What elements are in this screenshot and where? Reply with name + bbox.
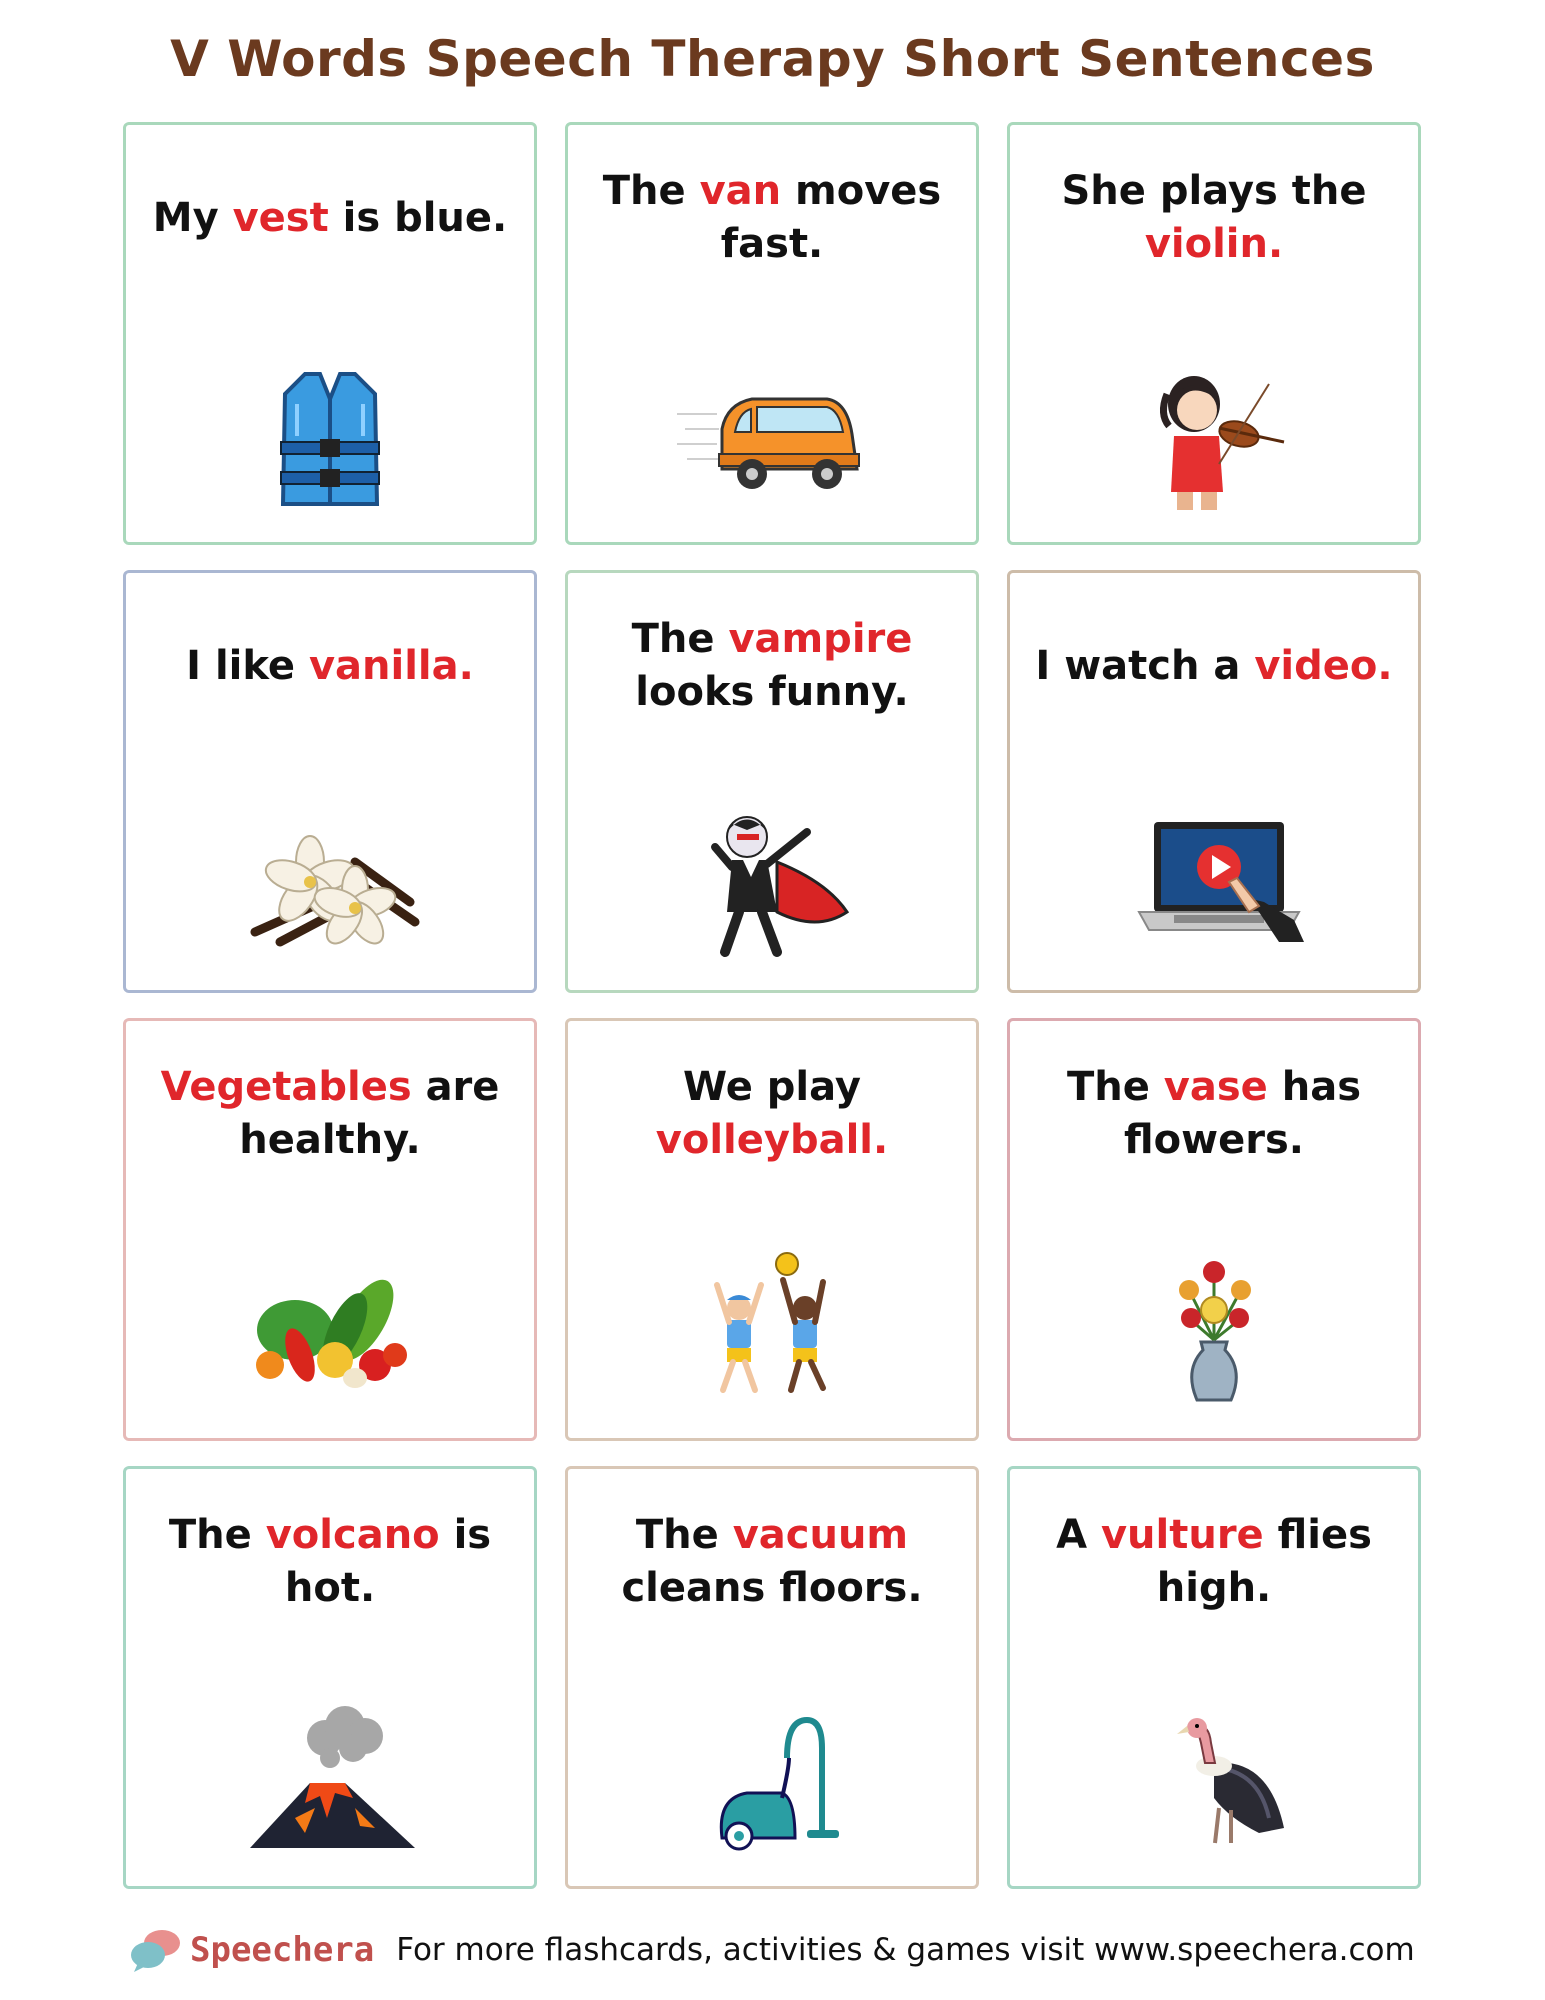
- target-word: vase: [1163, 1064, 1268, 1110]
- card-volleyball: [565, 1018, 979, 1441]
- volcano-icon: [235, 1698, 425, 1858]
- target-word: vulture: [1100, 1512, 1264, 1558]
- sentence: The vacuum cleans floors.: [621, 1512, 923, 1611]
- card-volcano: [123, 1466, 537, 1889]
- violin-player-icon: [1119, 354, 1309, 514]
- card-vanilla: [123, 570, 537, 993]
- target-word: volcano: [265, 1512, 440, 1558]
- volleyball-players-icon: [677, 1250, 867, 1410]
- sentence: I watch a video.: [1035, 642, 1393, 689]
- footer-link-text[interactable]: For more flashcards, activities & games visit www.speechera.com: [396, 1932, 1415, 1968]
- card-vase: [1007, 1018, 1421, 1441]
- card-video: [1007, 570, 1421, 993]
- target-word: van: [699, 168, 782, 214]
- vulture-icon: [1119, 1698, 1309, 1858]
- sentence: The vase has flowers.: [1066, 1064, 1362, 1163]
- sentence: My vest is blue.: [152, 194, 508, 241]
- card-violin: [1007, 122, 1421, 545]
- card-vulture: [1007, 1466, 1421, 1889]
- sentence: The vampire looks funny.: [631, 616, 913, 715]
- speechera-logo[interactable]: [128, 1927, 374, 1973]
- target-word: video.: [1254, 642, 1393, 689]
- target-word: vacuum: [732, 1512, 909, 1558]
- speech-bubbles-icon: [128, 1927, 184, 1973]
- card-vegetables: [123, 1018, 537, 1441]
- sentence: I like vanilla.: [186, 642, 474, 689]
- footer: [128, 1920, 1428, 1980]
- laptop-video-icon: [1119, 802, 1309, 962]
- target-word: Vegetables: [160, 1064, 412, 1110]
- vampire-icon: [677, 802, 867, 962]
- card-vacuum: [565, 1466, 979, 1889]
- card-vest: [123, 122, 537, 545]
- sentence: A vulture flies high.: [1056, 1512, 1372, 1611]
- van-icon: [677, 354, 867, 514]
- target-word: vest: [232, 194, 329, 241]
- flashcard-grid: [123, 122, 1423, 1889]
- target-word: violin.: [1144, 221, 1284, 267]
- target-word: volleyball.: [655, 1117, 889, 1163]
- target-word: vanilla.: [308, 642, 474, 689]
- sentence: We play volleyball.: [655, 1064, 889, 1163]
- sentence: The volcano is hot.: [168, 1512, 492, 1611]
- target-word: vampire: [728, 616, 913, 662]
- sentence: The van moves fast.: [602, 168, 942, 267]
- flower-vase-icon: [1119, 1250, 1309, 1410]
- vegetables-icon: [235, 1250, 425, 1410]
- vacuum-icon: [677, 1698, 867, 1858]
- brand-name: Speechera: [190, 1930, 375, 1970]
- life-vest-icon: [235, 354, 425, 514]
- card-van: [565, 122, 979, 545]
- sentence: She plays the violin.: [1061, 168, 1367, 267]
- vanilla-icon: [235, 802, 425, 962]
- page-title: V Words Speech Therapy Short Sentences: [170, 30, 1375, 88]
- sentence: Vegetables are healthy.: [160, 1064, 500, 1163]
- card-vampire: [565, 570, 979, 993]
